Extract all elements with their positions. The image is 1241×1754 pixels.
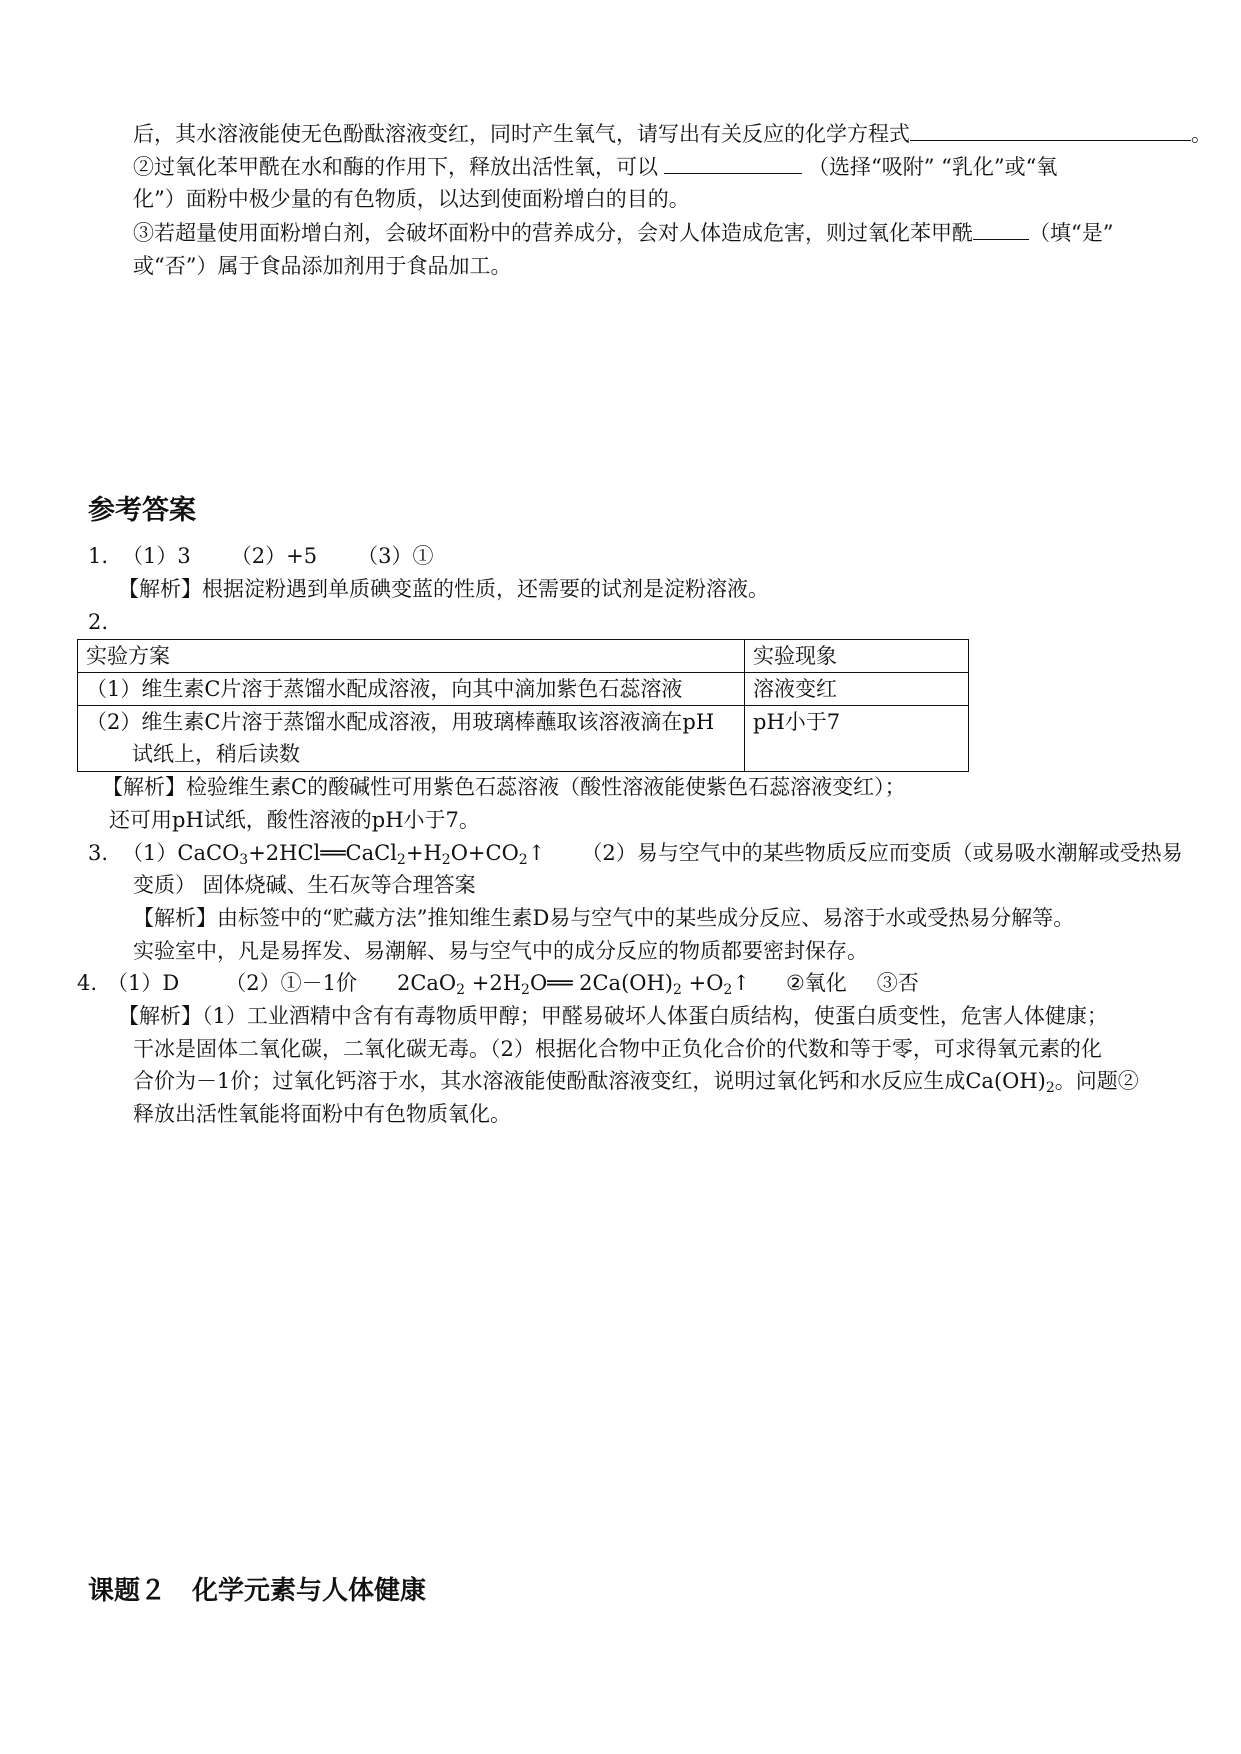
answer-2-number: 2. [88,610,109,634]
answer-4-analysis-2: 干冰是固体二氧化碳，二氧化碳无毒。（2）根据化合物中正负化合价的代数和等于零，可求得氧元素的化 [133,1037,1102,1061]
answer-3: 3. （1）CaCO3+2HCl══CaCl2+H2O+CO2↑ （2）易与空气中的某些物质反应而变质（或易吸水潮解或受热易 [88,841,1183,868]
answer-3-analysis-2: 实验室中，凡是易挥发、易潮解、易与空气中的成分反应的物质都要密封保存。 [133,939,868,963]
top-line-5: 或“否”）属于食品添加剂用于食品加工。 [133,254,512,278]
table-header-row [78,640,969,673]
answer-1: 1. （1）3 （2）+5 （3）① [88,544,434,568]
answer-4-analysis-3: 合价为－1价；过氧化钙溶于水，其水溶液能使酚酞溶液变红，说明过氧化钙和水反应生成Ca(OH)2。问题② [133,1069,1139,1096]
answer-4: 4. （1）D （2）①－1价 2CaO2 +2H2O══ 2Ca(OH)2 +O2↑ ②氧化 ③否 [77,971,919,998]
answers-heading: 参考答案 [88,495,196,526]
answer-2-analysis-2: 还可用pH试纸，酸性溶液的pH小于7。 [109,808,480,832]
answer-4-analysis-4: 释放出活性氧能将面粉中有色物质氧化。 [133,1102,511,1126]
table-row [78,673,969,706]
table-cell-result: 溶液变红 [745,673,969,706]
top-line-3: 化”）面粉中极少量的有色物质，以达到使面粉增白的目的。 [133,187,690,211]
answer-3-analysis-1: 【解析】由标签中的“贮藏方法”推知维生素D易与空气中的某些成分反应、易溶于水或受热易分解等。 [133,906,1075,930]
table-header-result: 实验现象 [745,640,969,673]
table-cell-plan: （2）维生素C片溶于蒸馏水配成溶液，用玻璃棒蘸取该溶液滴在pH 试纸上，稍后读数 [78,706,745,772]
answer-1-analysis: 【解析】根据淀粉遇到单质碘变蓝的性质，还需要的试剂是淀粉溶液。 [118,577,769,601]
top-line-4: ③若超量使用面粉增白剂，会破坏面粉中的营养成分，会对人体造成危害，则过氧化苯甲酰 （填“是” [133,221,1114,245]
table-cell-result: pH小于7 [745,706,969,772]
top-line-2: ②过氧化苯甲酰在水和酶的作用下，释放出活性氧，可以 （选择“吸附” “乳化”或“氧 [133,155,1058,179]
table-cell-plan: （1）维生素C片溶于蒸馏水配成溶液，向其中滴加紫色石蕊溶液 [78,673,745,706]
table-header-plan: 实验方案 [78,640,745,673]
yes-no-blank[interactable] [973,221,1029,240]
answer-2-analysis-1: 【解析】检验维生素C的酸碱性可用紫色石蕊溶液（酸性溶液能使紫色石蕊溶液变红）； [102,775,906,799]
equation-blank[interactable] [910,122,1191,141]
answer-4-analysis-1: 【解析】（1）工业酒精中含有有毒物质甲醇；甲醛易破坏人体蛋白质结构，使蛋白质变性，危害人体健康； [118,1004,1108,1028]
experiment-table [77,639,969,772]
choice-blank[interactable] [664,155,802,174]
section-heading: 课题２ 化学元素与人体健康 [88,1576,427,1606]
table-row [78,706,969,772]
answer-3-line-2: 变质） 固体烧碱、生石灰等合理答案 [133,873,476,897]
top-line-1: 后，其水溶液能使无色酚酞溶液变红，同时产生氧气，请写出有关反应的化学方程式 。 [133,122,1212,146]
